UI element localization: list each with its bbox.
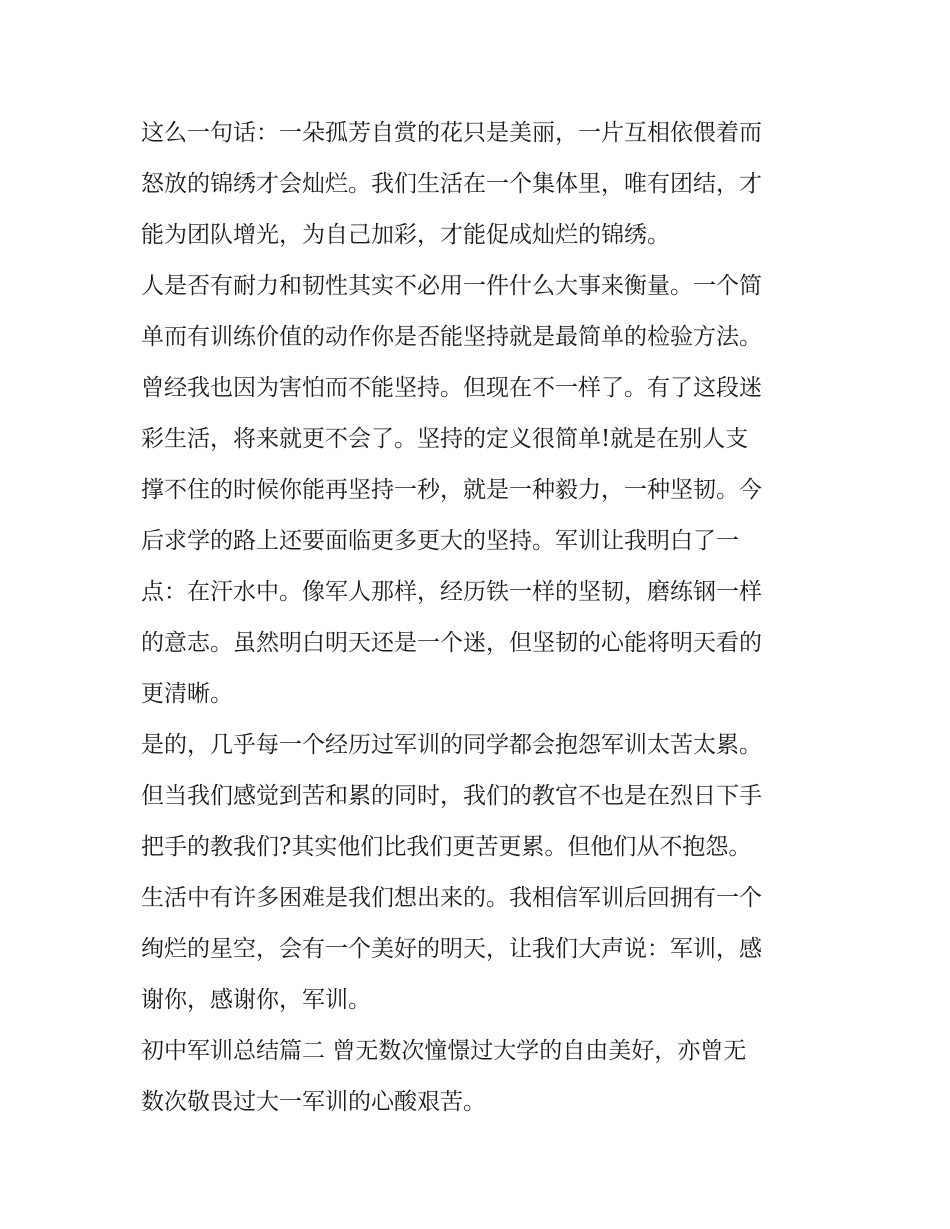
text-line: 怒放的锦绣才会灿烂。我们生活在一个集体里，唯有团结，才 [141,171,762,197]
text-line: 后求学的路上还要面临更多更大的坚持。军训让我明白了一 [141,528,739,554]
text-line: 人是否有耐力和韧性其实不必用一件什么大事来衡量。一个简 [141,273,762,299]
text-line: 数次敬畏过大一军训的心酸艰苦。 [141,1089,486,1115]
text-line: 彩生活，将来就更不会了。坚持的定义很简单!就是在别人支 [141,426,749,452]
text-line: 的意志。虽然明白明天还是一个迷，但坚韧的心能将明天看的 [141,630,762,656]
text-line: 单而有训练价值的动作你是否能坚持就是最简单的检验方法。 [141,324,762,350]
text-line: 把手的教我们?其实他们比我们更苦更累。但他们从不抱怨。 [141,834,752,860]
text-line: 曾经我也因为害怕而不能坚持。但现在不一样了。有了这段迷 [141,375,762,401]
text-line: 谢你，感谢你，军训。 [141,987,371,1013]
text-line: 这么一句话：一朵孤芳自赏的花只是美丽，一片互相依偎着而 [141,120,762,146]
text-line: 更清晰。 [141,681,233,707]
text-line: 绚烂的星空，会有一个美好的明天，让我们大声说：军训，感 [141,936,762,962]
text-line: 能为团队增光，为自己加彩，才能促成灿烂的锦绣。 [141,222,670,248]
text-line: 点：在汗水中。像军人那样，经历铁一样的坚韧，磨练钢一样 [141,579,762,605]
text-line: 生活中有许多困难是我们想出来的。我相信军训后回拥有一个 [141,885,762,911]
text-line: 但当我们感觉到苦和累的同时，我们的教官不也是在烈日下手 [141,783,762,809]
text-line: 是的，几乎每一个经历过军训的同学都会抱怨军训太苦太累。 [141,732,762,758]
text-line: 撑不住的时候你能再坚持一秒，就是一种毅力，一种坚韧。今 [141,477,762,503]
document-body [141,108,813,1128]
text-line: 初中军训总结篇二 曾无数次憧憬过大学的自由美好，亦曾无 [141,1038,747,1064]
